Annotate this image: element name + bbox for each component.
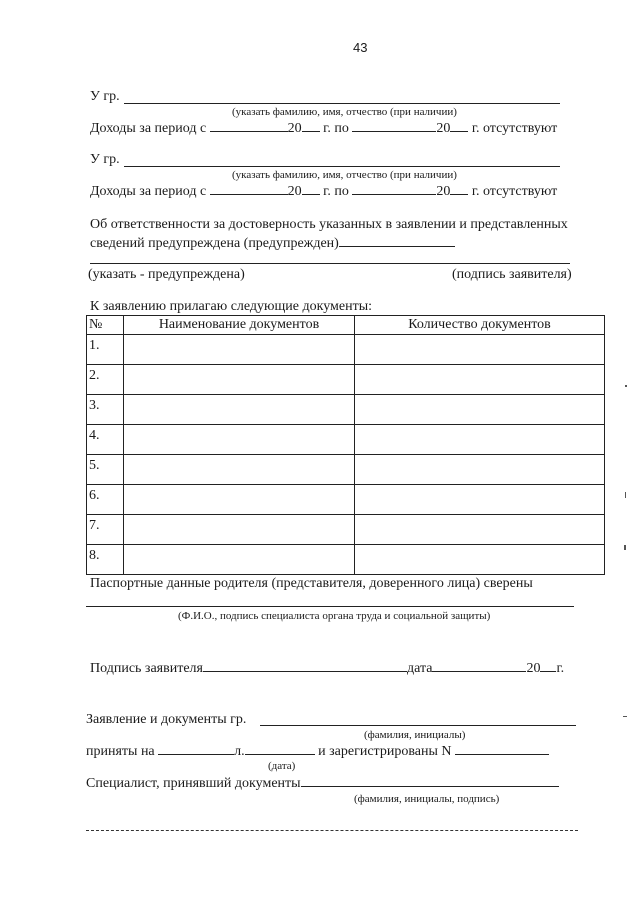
registered-label: и зарегистрированы N (318, 744, 452, 759)
document-count-cell[interactable] (355, 515, 605, 545)
document-name-cell[interactable] (124, 395, 355, 425)
citizen-name-field-2[interactable] (124, 166, 560, 167)
income-period-label: Доходы за период с (90, 184, 207, 199)
date-field[interactable] (432, 660, 526, 672)
year-field[interactable] (540, 660, 556, 672)
table-header-row (87, 316, 605, 335)
row-number: 5. (87, 455, 124, 485)
citizen-label-1: У гр. (90, 89, 120, 104)
table-row (87, 395, 605, 425)
acceptance-name-field[interactable] (260, 725, 576, 726)
period-from-field-1[interactable] (210, 120, 288, 132)
citizen-name-caption-1: (указать фамилию, имя, отчество (при наличии) (232, 106, 457, 118)
sheets-count-field[interactable] (158, 743, 234, 755)
row-number: 7. (87, 515, 124, 545)
warned-field[interactable] (339, 235, 455, 247)
row-number: 3. (87, 395, 124, 425)
period-to-label: г. по (323, 184, 349, 199)
date-label: дата (406, 661, 433, 676)
document-count-cell[interactable] (355, 335, 605, 365)
acceptance-name-caption: (фамилия, инициалы) (364, 729, 466, 741)
header-number: № (87, 316, 124, 335)
page-number: 43 (353, 40, 368, 55)
document-name-cell[interactable] (124, 425, 355, 455)
accepted-label: приняты на (86, 744, 155, 759)
responsibility-text: сведений предупреждена (предупрежден) (90, 236, 339, 251)
specialist-signature-line[interactable] (86, 606, 574, 607)
period-year2: 20 (436, 184, 451, 199)
period-from-year-field-2[interactable] (302, 183, 320, 195)
income-absent-label: г. отсутствуют (471, 184, 558, 199)
document-count-cell[interactable] (355, 485, 605, 515)
table-row (87, 455, 605, 485)
period-from-field-2[interactable] (210, 183, 288, 195)
table-row (87, 335, 605, 365)
header-document-count: Количество документов (355, 316, 605, 335)
period-to-field-2[interactable] (352, 183, 436, 195)
sheets-label: л. (234, 744, 245, 759)
row-number: 1. (87, 335, 124, 365)
applicant-signature-row (90, 660, 564, 677)
header-document-name: Наименование документов (124, 316, 355, 335)
period-to-field-1[interactable] (352, 120, 436, 132)
responsibility-line-2 (90, 235, 455, 252)
period-year1: 20 (287, 121, 302, 136)
document-name-cell[interactable] (124, 515, 355, 545)
accepted-row (86, 743, 549, 760)
citizen-name-caption-2: (указать фамилию, имя, отчество (при наличии) (232, 169, 457, 181)
period-year2: 20 (436, 121, 451, 136)
specialist-caption: (фамилия, инициалы, подпись) (354, 793, 500, 805)
table-row (87, 515, 605, 545)
documents-table (86, 315, 605, 575)
scan-mark (625, 385, 627, 387)
year-suffix: г. (556, 661, 565, 676)
specialist-label: Специалист, принявший документы (86, 776, 301, 791)
document-name-cell[interactable] (124, 485, 355, 515)
specialist-row (86, 775, 559, 792)
document-count-cell[interactable] (355, 365, 605, 395)
income-period-row-1 (90, 120, 557, 137)
income-period-row-2 (90, 183, 557, 200)
table-row (87, 485, 605, 515)
document-count-cell[interactable] (355, 455, 605, 485)
period-to-year-field-1[interactable] (450, 120, 468, 132)
specialist-field[interactable] (301, 775, 559, 787)
citizen-label-2: У гр. (90, 152, 120, 167)
passport-verified-text: Паспортные данные родителя (представителя, доверенного лица) сверены (90, 576, 533, 591)
accepted-date-field[interactable] (245, 743, 315, 755)
row-number: 4. (87, 425, 124, 455)
responsibility-line-1: Об ответственности за достоверность указанных в заявлении и представленных (90, 217, 568, 232)
acceptance-label: Заявление и документы гр. (86, 712, 247, 727)
applicant-signature-label: Подпись заявителя (90, 661, 203, 676)
income-period-label: Доходы за период с (90, 121, 207, 136)
document-name-cell[interactable] (124, 455, 355, 485)
scan-mark (623, 716, 627, 717)
scan-mark (625, 492, 626, 498)
applicant-signature-field[interactable] (203, 660, 407, 672)
document-name-cell[interactable] (124, 545, 355, 575)
table-row (87, 545, 605, 575)
document-count-cell[interactable] (355, 395, 605, 425)
accepted-date-caption: (дата) (268, 760, 296, 772)
row-number: 8. (87, 545, 124, 575)
cut-line (86, 830, 578, 831)
document-name-cell[interactable] (124, 335, 355, 365)
specialist-signature-caption: (Ф.И.О., подпись специалиста органа труда и социальной защиты) (178, 610, 491, 622)
documents-intro: К заявлению прилагаю следующие документы: (90, 299, 373, 314)
citizen-name-field-1[interactable] (124, 103, 560, 104)
document-count-cell[interactable] (355, 545, 605, 575)
warned-caption: (указать - предупреждена) (88, 267, 245, 282)
row-number: 2. (87, 365, 124, 395)
signature-year: 20 (526, 661, 541, 676)
period-year1: 20 (287, 184, 302, 199)
row-number: 6. (87, 485, 124, 515)
applicant-signature-caption: (подпись заявителя) (452, 267, 572, 282)
registration-number-field[interactable] (455, 743, 549, 755)
responsibility-signature-line[interactable] (90, 263, 570, 264)
period-to-year-field-2[interactable] (450, 183, 468, 195)
income-absent-label: г. отсутствуют (471, 121, 558, 136)
table-row (87, 365, 605, 395)
period-from-year-field-1[interactable] (302, 120, 320, 132)
table-row (87, 425, 605, 455)
scan-mark (624, 545, 626, 550)
document-count-cell[interactable] (355, 425, 605, 455)
document-name-cell[interactable] (124, 365, 355, 395)
period-to-label: г. по (323, 121, 349, 136)
